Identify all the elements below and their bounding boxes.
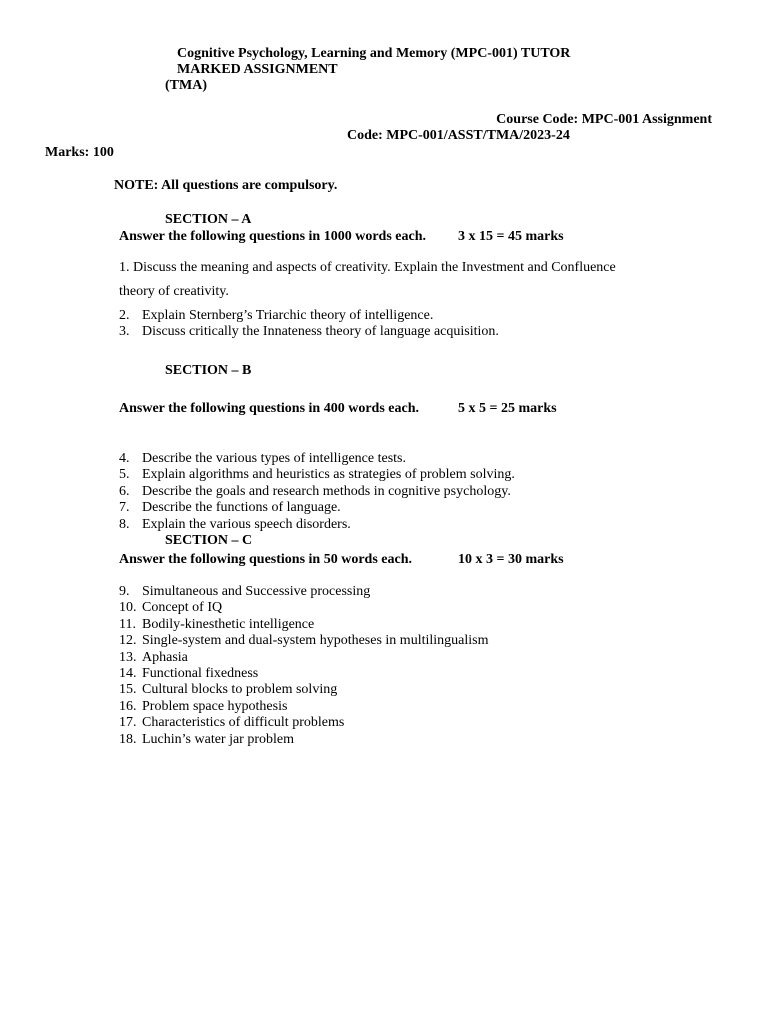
course-code-line-2: Code: MPC-001/ASST/TMA/2023-24 [347, 128, 570, 143]
section-b-heading: SECTION – B [165, 363, 252, 378]
list-item: 12. Single-system and dual-system hypotheses in multilingualism [119, 633, 489, 649]
section-a-heading: SECTION – A [165, 212, 252, 227]
list-item: 8. Explain the various speech disorders. [119, 516, 351, 532]
section-b-instruction: Answer the following questions in 400 words each. [119, 401, 419, 416]
list-item: 7. Describe the functions of language. [119, 500, 341, 516]
list-item: 11. Bodily-kinesthetic intelligence [119, 616, 315, 632]
list-item: 5. Explain algorithms and heuristics as strategies of problem solving. [119, 467, 515, 483]
note: NOTE: All questions are compulsory. [114, 178, 338, 193]
section-c-heading: SECTION – C [165, 533, 253, 548]
total-marks: Marks: 100 [45, 145, 114, 160]
list-item: 18. Luchin’s water jar problem [119, 731, 295, 747]
section-a-marks: 3 x 15 = 45 marks [458, 229, 564, 244]
list-item: 10. Concept of IQ [119, 600, 223, 616]
title-line-1: Cognitive Psychology, Learning and Memory (MPC-001) TUTOR [177, 46, 571, 61]
list-item: 14. Functional fixedness [119, 665, 259, 681]
list-item: 9. Simultaneous and Successive processing [119, 584, 371, 599]
list-item: 4. Describe the various types of intelligence tests. [119, 451, 406, 466]
section-c-marks: 10 x 3 = 30 marks [458, 552, 564, 567]
list-item: 17. Characteristics of difficult problems [119, 715, 345, 731]
list-item: 15. Cultural blocks to problem solving [119, 682, 338, 698]
title-line-2: MARKED ASSIGNMENT [177, 62, 338, 77]
title-line-3: (TMA) [165, 78, 207, 93]
list-item: 13. Aphasia [119, 649, 188, 665]
section-b-marks: 5 x 5 = 25 marks [458, 401, 557, 416]
section-c-instruction: Answer the following questions in 50 words each. [119, 552, 412, 567]
list-item: 6. Describe the goals and research methods in cognitive psychology. [119, 483, 511, 499]
section-a-list [119, 308, 499, 341]
list-item: 16. Problem space hypothesis [119, 698, 288, 714]
section-a-instruction: Answer the following questions in 1000 words each. [119, 229, 426, 244]
section-b-list [119, 451, 515, 533]
question-1: 1. Discuss the meaning and aspects of creativity. Explain the Investment and Confluence theory of creativity. [119, 260, 616, 299]
list-item: 2. Explain Sternberg’s Triarchic theory of intelligence. [119, 308, 434, 323]
list-item: 3. Discuss critically the Innateness theory of language acquisition. [119, 324, 499, 340]
course-code-line-1: Course Code: MPC-001 Assignment [496, 112, 712, 127]
section-c-list [119, 584, 488, 748]
